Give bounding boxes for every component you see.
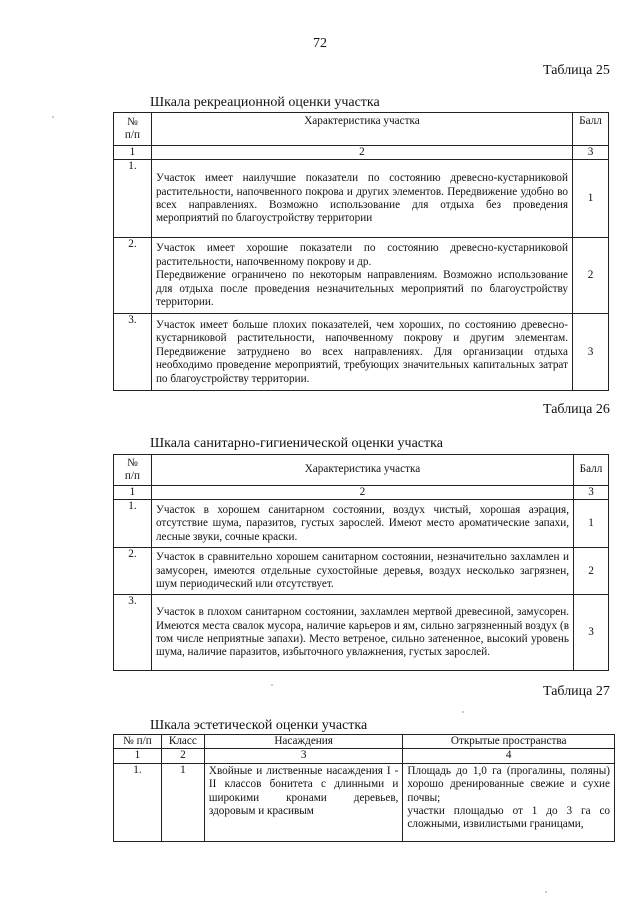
row-score: 3 — [573, 314, 609, 391]
header-plantings: Насаждения — [204, 735, 403, 749]
row-open-spaces: Площадь до 1,0 га (прогалины, поляны) хорошо дренированные свежие и сухие почвы; участки площадью от 1 до 3 га со сложными, извилистыми границами, — [403, 763, 615, 841]
colnum-3: 3 — [573, 146, 609, 160]
row-num: 2. — [114, 548, 152, 595]
scan-speck — [271, 684, 273, 686]
table-row — [114, 548, 609, 595]
header-open-spaces: Открытые пространства — [403, 735, 615, 749]
table-header-row — [114, 735, 615, 749]
row-num: 1. — [114, 763, 162, 841]
table-row — [114, 763, 615, 841]
table-27-label: Таблица 27 — [543, 684, 610, 699]
header-score: Балл — [573, 113, 609, 146]
scan-speck — [545, 891, 547, 893]
table-26-title: Шкала санитарно-гигиенической оценки участка — [150, 436, 443, 451]
colnum-3: 3 — [574, 486, 609, 500]
table-25-label: Таблица 25 — [543, 63, 610, 78]
row-num: 1. — [114, 160, 152, 238]
table-row — [114, 595, 609, 671]
header-num: № п/п — [114, 113, 152, 146]
column-number-row — [114, 486, 609, 500]
colnum-2: 2 — [161, 749, 204, 763]
table-26-label: Таблица 26 — [543, 402, 610, 417]
row-score: 3 — [574, 595, 609, 671]
scan-speck — [52, 116, 54, 118]
table-27-title: Шкала эстетической оценки участка — [150, 718, 368, 733]
row-text: Участок в плохом санитарном состоянии, захламлен мертвой древесиной, замусорен. Имеются места свалок мусора, наличие карьеров и ям, сильно загрязненный воздух (в том числе неприятные запахи). Место ветреное, сильно затененное, высокий уровень шума, наличие паразитов, избыточного увлажнения, густых зарослей. — [151, 595, 573, 671]
colnum-4: 4 — [403, 749, 615, 763]
scan-speck — [462, 711, 464, 713]
row-score: 1 — [574, 500, 609, 548]
header-score: Балл — [574, 455, 609, 486]
table-row — [114, 314, 609, 391]
table-header-row — [114, 113, 609, 146]
row-text: Участок имеет больше плохих показателей, чем хороших, по состоянию древесно-кустарниковой растительности, напочвенному покрову и другим элементам. Передвижение затруднено во всех направлениях. Для организации отдыха необходимо проведение мероприятий, требующих значительных капитальных затрат по благоустройству территории. — [151, 314, 572, 391]
row-num: 3. — [114, 314, 152, 391]
row-text: Участок имеет наилучшие показатели по состоянию древесно-кустарниковой растительности, напочвенного покрова и других элементов. Передвижение удобно во всех направлениях. Возможно использование для отдыха без проведения мероприятий по благоустройству территории — [151, 160, 572, 238]
row-plantings: Хвойные и лиственные насаждения I - II классов бонитета с длинными и широкими кронами деревьев, здоровым и красивым — [204, 763, 403, 841]
table-25 — [113, 112, 609, 391]
row-text: Участок в сравнительно хорошем санитарном состоянии, незначительно захламлен и замусорен, имеются отдельные сухостойные деревья, воздух несколько загрязнен, шум периодический или отсутствует. — [151, 548, 573, 595]
header-num: № п/п — [114, 735, 162, 749]
colnum-1: 1 — [114, 486, 152, 500]
table-row — [114, 238, 609, 314]
page-number: 72 — [313, 36, 327, 51]
row-num: 2. — [114, 238, 152, 314]
row-text: Участок в хорошем санитарном состоянии, воздух чистый, хорошая аэрация, отсутствие шума, паразитов, густых зарослей. Имеют место ароматические запахи, лесные звуки, сочные краски. — [151, 500, 573, 548]
table-27 — [113, 734, 615, 842]
header-class: Класс — [161, 735, 204, 749]
row-class: 1 — [161, 763, 204, 841]
colnum-3: 3 — [204, 749, 403, 763]
colnum-2: 2 — [151, 486, 573, 500]
row-score: 2 — [574, 548, 609, 595]
row-num: 1. — [114, 500, 152, 548]
row-score: 2 — [573, 238, 609, 314]
table-25-title: Шкала рекреационной оценки участка — [150, 95, 380, 110]
header-characteristic: Характеристика участка — [151, 455, 573, 486]
colnum-1: 1 — [114, 749, 162, 763]
colnum-1: 1 — [114, 146, 152, 160]
table-row — [114, 160, 609, 238]
row-num: 3. — [114, 595, 152, 671]
header-characteristic: Характеристика участка — [151, 113, 572, 146]
table-row — [114, 500, 609, 548]
row-score: 1 — [573, 160, 609, 238]
column-number-row — [114, 146, 609, 160]
table-26 — [113, 454, 609, 671]
row-text: Участок имеет хорошие показатели по состоянию древесно-кустарниковой растительности, напочвенному покрову и др. Передвижение ограничено по некоторым направлениям. Возможно использование для отдыха после проведения незначительных мероприятий по благоустройству территории. — [151, 238, 572, 314]
column-number-row — [114, 749, 615, 763]
colnum-2: 2 — [151, 146, 572, 160]
table-header-row — [114, 455, 609, 486]
header-num: № п/п — [114, 455, 152, 486]
